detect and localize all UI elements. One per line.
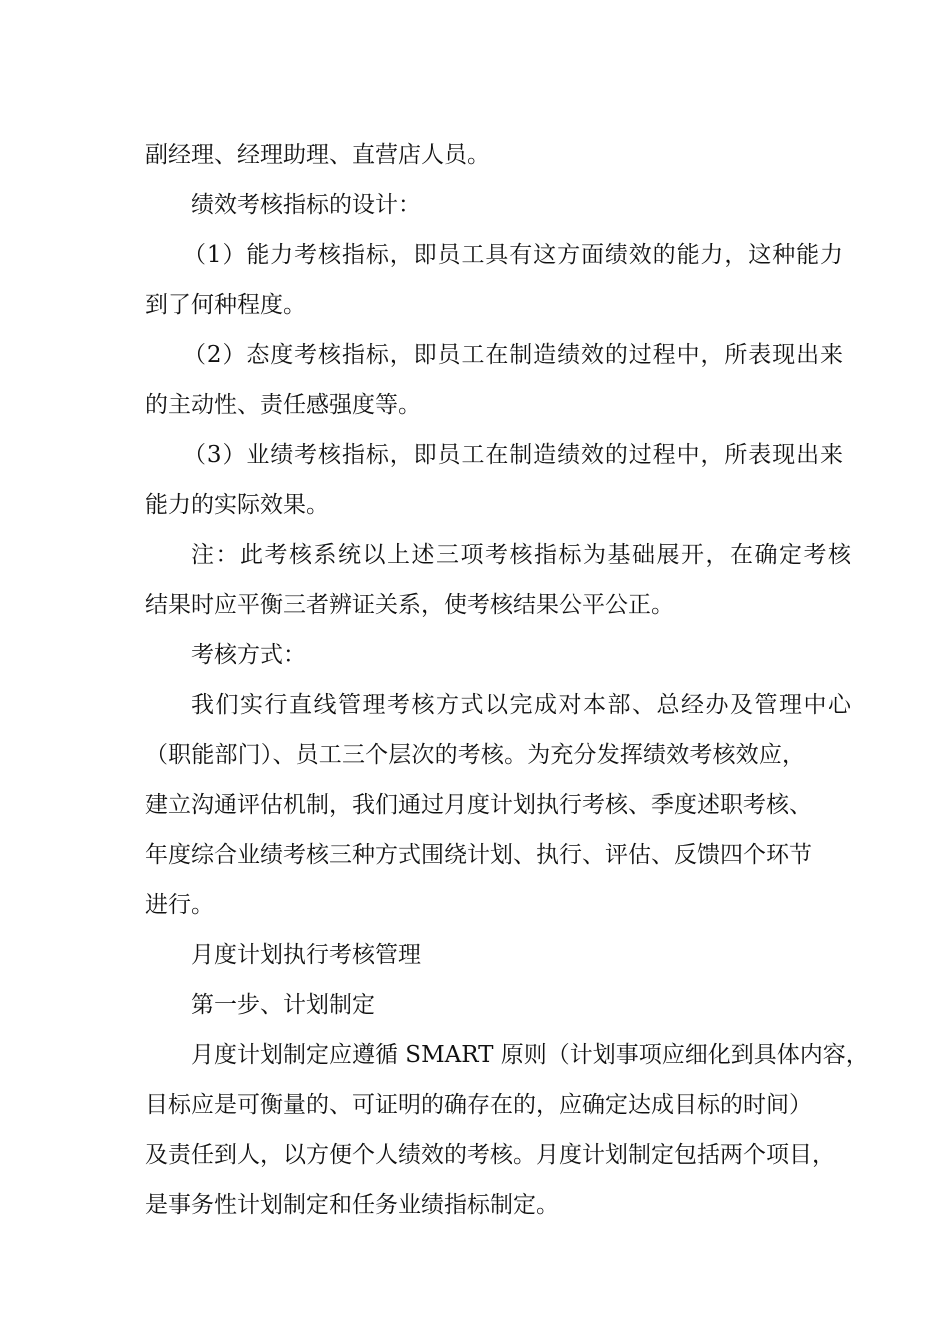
text-line: （3）业绩考核指标，即员工在制造绩效的过程中，所表现出来: [183, 442, 843, 468]
section-heading: 第一步、计划制定: [191, 992, 375, 1018]
text-line: 是事务性计划制定和任务业绩指标制定。: [145, 1192, 559, 1218]
text-line: 进行。: [145, 892, 214, 918]
section-heading: 月度计划执行考核管理: [191, 942, 421, 968]
text-line: 副经理、经理助理、直营店人员。: [145, 142, 490, 168]
section-heading: 考核方式：: [191, 642, 306, 668]
text-line: 到了何种程度。: [145, 292, 306, 318]
text-line: 及责任到人，以方便个人绩效的考核。月度计划制定包括两个项目，: [145, 1142, 835, 1168]
document-body: [145, 130, 869, 1230]
text-line: 月度计划制定应遵循 SMART 原则（计划事项应细化到具体内容，: [191, 1042, 869, 1068]
text-line: 年度综合业绩考核三种方式围绕计划、执行、评估、反馈四个环节: [145, 842, 812, 868]
text-line: 的主动性、责任感强度等。: [145, 392, 421, 418]
text-line: 目标应是可衡量的、可证明的确存在的，应确定达成目标的时间）: [145, 1092, 812, 1118]
note-line: 注：此考核系统以上述三项考核指标为基础展开，在确定考核: [191, 542, 851, 568]
text-line: （职能部门）、员工三个层次的考核。为充分发挥绩效考核效应，: [145, 742, 805, 768]
section-heading: 绩效考核指标的设计：: [191, 192, 421, 218]
text-line: 建立沟通评估机制，我们通过月度计划执行考核、季度述职考核、: [145, 792, 812, 818]
text-line: （1）能力考核指标，即员工具有这方面绩效的能力，这种能力: [183, 242, 843, 268]
note-line: 结果时应平衡三者辨证关系，使考核结果公平公正。: [145, 592, 674, 618]
text-line: 能力的实际效果。: [145, 492, 329, 518]
text-line: 我们实行直线管理考核方式以完成对本部、总经办及管理中心: [191, 692, 851, 718]
text-line: （2）态度考核指标，即员工在制造绩效的过程中，所表现出来: [183, 342, 843, 368]
